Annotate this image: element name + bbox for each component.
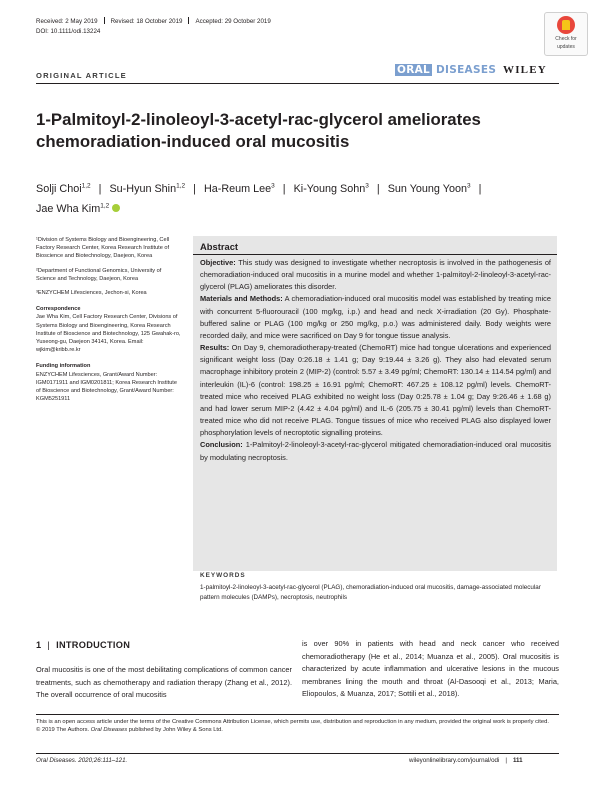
- affiliation: ³ENZYCHEM Lifesciences, Jechon-si, Korea: [36, 290, 147, 297]
- section-heading: 1 | INTRODUCTION: [36, 640, 131, 650]
- abstract-methods: Materials and Methods: A chemoradiation-induced oral mucositis model was established by treating mice with concurrent 5-fluorouracil (100 mg/kg, i.p.) and head and neck X-irradiation (20 Gy). Phosphate-buffered saline or PLAG (100 mg/kg or 250 mg/kg, p.o.) was administered daily. Body weights were recorded daily, and mice were sacrificed on Day 9 for tongue tissue analysis.: [200, 294, 551, 340]
- author-separator: |: [478, 182, 482, 195]
- affiliation: ¹Division of Systems Biology and Bioengineering, Cell Factory Research Center, Korea Research Institute of Bioscience and Biotechnology, Daejeon, Korea: [36, 237, 170, 260]
- article-title: 1-Palmitoyl-2-linoleoyl-3-acetyl-rac-glycerol ameliorates chemoradiation-induced oral mucositis: [36, 110, 481, 151]
- crossmark-icon: [557, 16, 575, 34]
- doi[interactable]: DOI: 10.1111/odi.13224: [36, 28, 101, 35]
- author-separator: |: [193, 182, 196, 195]
- publisher-logo: WILEY: [503, 64, 547, 76]
- abstract-heading: Abstract: [200, 241, 239, 252]
- divider: [104, 17, 105, 24]
- author[interactable]: Ha-Reum Lee$^3$: [203, 182, 275, 195]
- journal-website-link[interactable]: wileyonlinelibrary.com/journal/odi: [409, 757, 500, 764]
- divider: [36, 714, 559, 715]
- divider: [36, 753, 559, 754]
- footer-right: wileyonlinelibrary.com/journal/odi | 111: [409, 757, 523, 764]
- divider: [188, 17, 189, 24]
- check-for-updates-button[interactable]: [544, 12, 588, 56]
- author-separator: |: [98, 182, 102, 195]
- abstract-body: [200, 257, 551, 464]
- funding-text: ENZYCHEM Lifesciences, Grant/Award Number: IGM0171911 and IGM0201811; Korea Research Institute of Bioscience and Biotechnology, Grant/Award Number: KGM5251911: [36, 371, 177, 403]
- revised-date: Revised: 18 October 2019: [110, 18, 183, 25]
- keywords-heading: KEYWORDS: [200, 572, 246, 579]
- crossmark-label-2: updates: [557, 44, 575, 50]
- abstract-conclusion: Conclusion: 1-Palmitoyl-2-linoleoyl-3-acetyl-rac-glycerol mitigated chemoradiation-induced oral mucositis by modulating necroptosis.: [200, 440, 551, 462]
- affiliation: ²Department of Functional Genomics, University of Science and Technology, Daejeon, Korea: [36, 267, 162, 282]
- journal-logo-word1: ORAL: [397, 64, 431, 76]
- copyright: © 2019 The Authors. Oral Diseases published by John Wiley & Sons Ltd.: [36, 727, 223, 734]
- page-number: 111: [512, 757, 523, 764]
- journal-logo: [395, 64, 496, 76]
- author[interactable]: Jae Wha Kim$^{1,2}$: [36, 202, 110, 216]
- abstract-objective: Objective: This study was designed to investigate whether necroptosis is involved in the pathogenesis of chemoradiation-induced oral mucositis in a murine model and whether 1-palmitoyl-2-linoleoyl-3-acetyl-rac-glycerol (PLAG) ameliorates this disorder.: [200, 258, 551, 292]
- intro-paragraph-left: Oral mucositis is one of the most debilitating complications of common cancer treatments, such as chemotherapy and radiation therapy (Zhang et al., 2012). The overall occurrence of oral mucositis: [36, 665, 292, 700]
- author[interactable]: Solji Choi$^{1,2}$: [36, 182, 91, 195]
- author-list: [36, 177, 556, 218]
- author[interactable]: Sun Young Yoon$^3$: [387, 182, 471, 195]
- license-text: This is an open access article under the terms of the Creative Commons Attribution License, which permits use, distribution and reproduction in any medium, provided the original work is properly cited.: [36, 719, 549, 725]
- keywords-text: 1-palmitoyl-2-linoleoyl-3-acetyl-rac-glycerol (PLAG), chemoradiation-induced oral mucositis, damage-associated molecular pattern molecules (DAMPs), necroptosis, neutrophils: [200, 584, 541, 601]
- journal-logo-word2: DISEASES: [436, 64, 497, 76]
- correspondence-text: Jae Wha Kim, Cell Factory Research Center, Divisions of Systems Biology and Bioengineering, Korea Research Institute of Bioscience and Biotechnology, 125 Gwahak-ro, Yuseong-gu, Daejeon 34141, Korea. Email: wjkim@kribb.re.kr: [36, 314, 181, 354]
- received-date: Received: 2 May 2019: [36, 18, 98, 25]
- divider: [36, 83, 559, 84]
- license-notice: [36, 718, 559, 735]
- citation-line: Oral Diseases. 2020;26:111–121.: [36, 757, 128, 764]
- author-separator: |: [282, 182, 286, 195]
- funding-heading: Funding information: [36, 363, 91, 370]
- publication-dates: [36, 17, 271, 25]
- crossmark-label-1: Check for: [555, 36, 577, 42]
- correspondence-heading: Correspondence: [36, 306, 81, 313]
- article-info-column: [36, 236, 182, 409]
- article-type: ORIGINAL ARTICLE: [36, 71, 127, 80]
- divider: [193, 254, 557, 255]
- author[interactable]: Su-Hyun Shin$^{1,2}$: [109, 182, 186, 195]
- intro-paragraph-right: is over 90% in patients with head and neck cancer who received chemoradiotherapy (He et al., 2014; Muanza et al., 2005). Oral mucositis is characterized by acute inflammation and ulcerative lesions in the mucous membranes lining the mouth and throat (Al-Dasooqi et al., 2013; Maria, Eliopoulos, & Muanza, 2017; Sottili et al., 2018).: [302, 639, 559, 699]
- orcid-icon[interactable]: [112, 204, 120, 212]
- abstract-box: [193, 236, 557, 571]
- accepted-date: Accepted: 29 October 2019: [195, 18, 271, 25]
- abstract-results: Results: On Day 9, chemoradiotherapy-treated (ChemoRT) mice had tongue ulcerations and experienced significant weight loss (Day 0:26.18 ± 1.41 g; Day 9:19.44 ± 3.26 g). They also had elevated serum macrophage inhibitory protein 2 (MIP-2) (control: 5.57 ± 3.49 pg/ml; ChemoRT: 130.14 ± 114.54 pg/ml) and interleukin (IL)-6 (control: 198.25 ± 16.91 pg/ml; ChemoRT: 467.25 ± 108.12 pg/ml) levels. ChemoRT-treated mice who received PLAG exhibited no weight loss (Day 0:25.78 ± 1.04 g; Day 9:26.46 ± 1.68 g) and had lower serum MIP-2 (4.42 ± 4.04 pg/ml) and IL-6 (205.75 ± 30.41 pg/ml) levels than ChemoRT-treated mice who did not receive PLAG. Tongue tissues of mice who received PLAG also displayed lower phosphorylation levels of necroptotic signalling proteins.: [200, 343, 551, 438]
- author-separator: |: [376, 182, 380, 195]
- author[interactable]: Ki-Young Sohn$^3$: [293, 182, 369, 195]
